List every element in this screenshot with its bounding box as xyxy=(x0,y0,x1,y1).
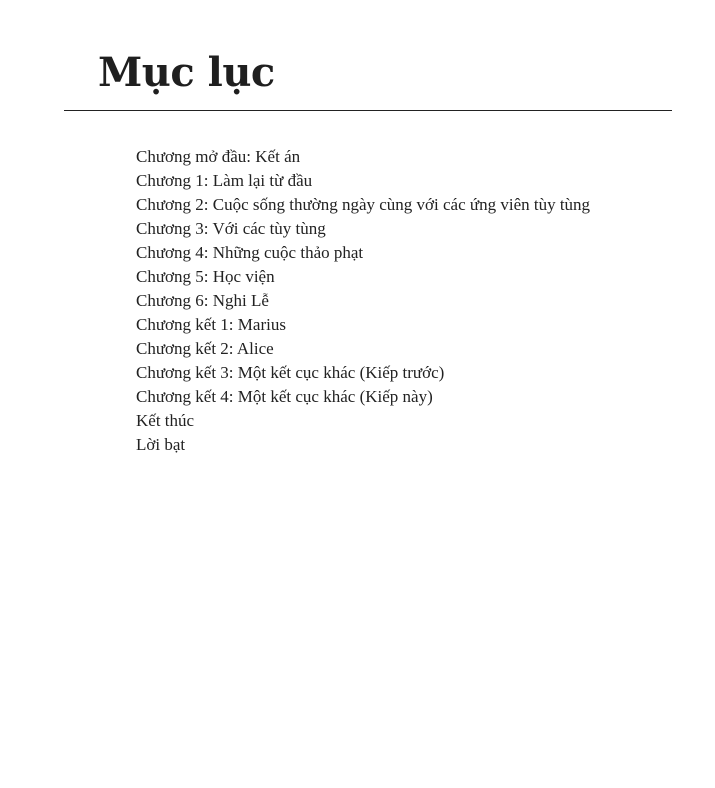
toc-link[interactable]: Chương 2: Cuộc sống thường ngày cùng với các ứng viên tùy tùng xyxy=(136,195,591,214)
toc-entry-ending-2[interactable] xyxy=(136,337,590,361)
page-title: Mục lục xyxy=(98,49,275,96)
toc-entry-ending-4[interactable] xyxy=(136,385,590,409)
toc-link[interactable]: Chương kết 1: Marius xyxy=(136,315,286,334)
toc-link[interactable]: Chương kết 2: Alice xyxy=(136,339,274,358)
toc-entry-chapter-3[interactable] xyxy=(136,217,590,241)
toc-entry-conclusion[interactable] xyxy=(136,409,590,433)
toc-entry-afterword[interactable] xyxy=(136,433,590,457)
toc-entry-prologue[interactable] xyxy=(136,145,590,169)
title-divider xyxy=(64,110,672,111)
toc-link[interactable]: Chương kết 3: Một kết cục khác (Kiếp trước) xyxy=(136,363,445,382)
toc-entry-chapter-5[interactable] xyxy=(136,265,590,289)
toc-link[interactable]: Chương 4: Những cuộc thảo phạt xyxy=(136,243,364,262)
toc-link[interactable]: Chương 3: Với các tùy tùng xyxy=(136,219,326,238)
toc-link[interactable]: Chương mở đầu: Kết án xyxy=(136,147,301,166)
toc-link[interactable]: Chương 6: Nghi Lễ xyxy=(136,291,269,310)
toc-list xyxy=(136,145,590,457)
toc-link[interactable]: Chương kết 4: Một kết cục khác (Kiếp này) xyxy=(136,387,433,406)
toc-entry-ending-3[interactable] xyxy=(136,361,590,385)
toc-entry-chapter-2[interactable] xyxy=(136,193,590,217)
toc-entry-chapter-6[interactable] xyxy=(136,289,590,313)
toc-entry-ending-1[interactable] xyxy=(136,313,590,337)
toc-link[interactable]: Chương 5: Học viện xyxy=(136,267,275,286)
toc-entry-chapter-1[interactable] xyxy=(136,169,590,193)
toc-link[interactable]: Chương 1: Làm lại từ đầu xyxy=(136,171,313,190)
toc-link[interactable]: Lời bạt xyxy=(136,435,186,454)
toc-entry-chapter-4[interactable] xyxy=(136,241,590,265)
toc-link[interactable]: Kết thúc xyxy=(136,411,195,430)
